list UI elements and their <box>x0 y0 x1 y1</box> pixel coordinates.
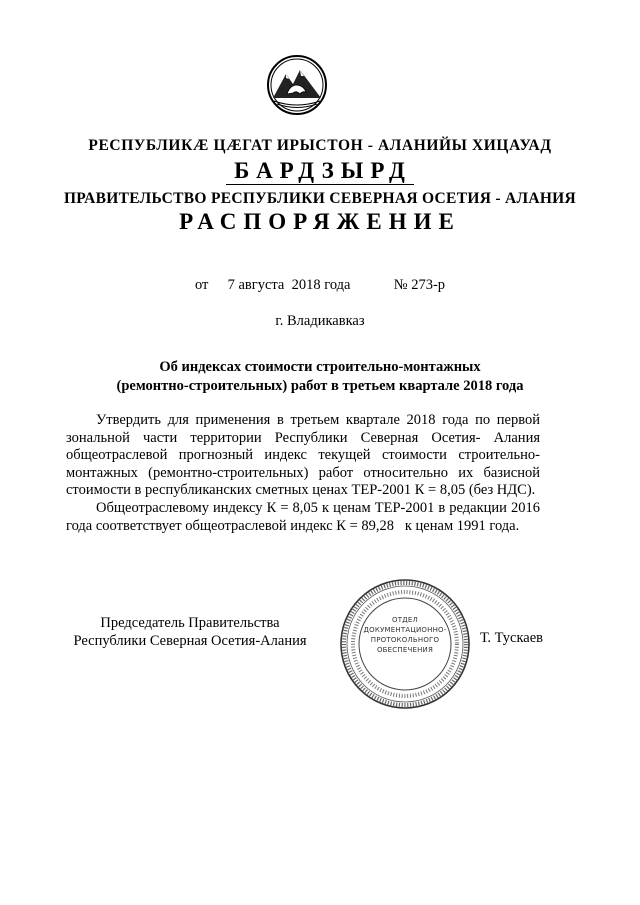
signatory-title-line-1: Председатель Правительства <box>100 615 280 631</box>
document-meta <box>0 277 640 294</box>
signatory-name: Т. Тускаев <box>480 630 544 646</box>
document-type-russian: РАСПОРЯЖЕНИЕ <box>179 209 461 234</box>
body-paragraph-2: Общеотраслевому индексу К = 8,05 к ценам ТЕР-2001 в редакции 2016 года соответствует общеотраслевой индекс К = 89,28 к ценам 1991 года. <box>66 499 544 534</box>
seal-center-line-4: ОБЕСПЕЧЕНИЯ <box>376 646 434 654</box>
subject-line-1: Об индексах стоимости строительно-монтажных <box>159 359 481 375</box>
body-paragraph-1: Утвердить для применения в третьем квартале 2018 года по первой зональной части территории Республики Северная Осетия- Алания общеотраслевой прогнозный индекс текущей стоимости строительно-монтажных (ремонтно-строительных) работ относительно их базисной стоимости в республиканских сметных ценах ТЕР-2001 К = 8,05 (без НДС). <box>66 412 540 499</box>
signatory-title <box>66 614 314 650</box>
document-subject <box>0 358 640 396</box>
seal-center-line-1: ОТДЕЛ <box>392 616 418 624</box>
government-name-russian: ПРАВИТЕЛЬСТВО РЕСПУБЛИКИ СЕВЕРНАЯ ОСЕТИЯ - АЛАНИЯ <box>63 190 577 207</box>
document-number: № 273-р <box>393 277 446 293</box>
government-name-ossetian: РЕСПУБЛИКӔ ЦӔГАТ ИРЫСТОН - АЛАНИЙЫ ХИЦАУАД <box>88 137 552 154</box>
document-body <box>66 412 544 535</box>
document-type-ossetian <box>0 158 640 184</box>
document-type-ossetian-text: БАРДЗЫРД <box>226 158 414 185</box>
from-label: от <box>194 277 209 293</box>
signatory-title-line-2: Республики Северная Осетия-Алания <box>73 633 307 649</box>
seal-center-line-3: ПРОТОКОЛЬНОГО <box>370 636 440 644</box>
document-city: г. Владикавказ <box>275 313 365 329</box>
subject-line-2: (ремонтно-строительных) работ в третьем квартале 2018 года <box>116 378 524 394</box>
official-seal <box>338 577 472 711</box>
coat-of-arms-icon <box>266 54 328 116</box>
document-date: 7 августа 2018 года <box>227 277 351 293</box>
seal-center-line-2: ДОКУМЕНТАЦИОННО- <box>363 626 447 634</box>
